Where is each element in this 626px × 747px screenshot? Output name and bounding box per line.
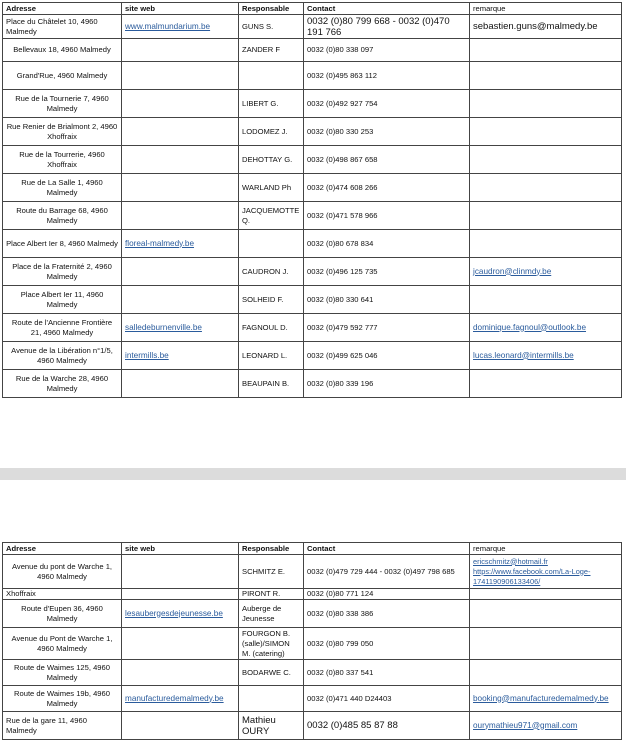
- cell-adresse: Rue Renier de Brialmont 2, 4960 Xhoffraix: [3, 118, 122, 146]
- cell-adresse: Rue de la gare 11, 4960 Malmedy: [3, 712, 122, 740]
- cell-responsable: LEONARD L.: [239, 342, 304, 370]
- cell-remarque: [470, 370, 622, 398]
- cell-contact: 0032 (0)80 799 668 - 0032 (0)470 191 766: [304, 15, 470, 39]
- header-site-web: site web: [122, 543, 239, 555]
- cell-remarque: [470, 286, 622, 314]
- cell-responsable: Mathieu OURY: [239, 712, 304, 740]
- cell-adresse: Avenue du pont de Warche 1, 4960 Malmedy: [3, 555, 122, 589]
- email-link[interactable]: ericschmitz@hotmail.fr https://www.facebook.com/La-Loge-1741190906133406/: [473, 556, 591, 586]
- table-row: [3, 230, 622, 258]
- cell-adresse: Place du Châtelet 10, 4960 Malmedy: [3, 15, 122, 39]
- cell-remarque[interactable]: [470, 342, 622, 370]
- cell-adresse: Route de Waimes 19b, 4960 Malmedy: [3, 686, 122, 712]
- cell-remarque: [470, 589, 622, 600]
- header-responsable: Responsable: [239, 3, 304, 15]
- table-row: [3, 202, 622, 230]
- table-row: [3, 258, 622, 286]
- cell-remarque[interactable]: [470, 314, 622, 342]
- cell-remarque: [470, 202, 622, 230]
- table-row: [3, 589, 622, 600]
- cell-remarque: [470, 39, 622, 62]
- page-separator: [0, 468, 626, 480]
- cell-adresse: Rue de la Warche 28, 4960 Malmedy: [3, 370, 122, 398]
- cell-adresse: Bellevaux 18, 4960 Malmedy: [3, 39, 122, 62]
- cell-contact: 0032 (0)80 339 196: [304, 370, 470, 398]
- table-row: [3, 628, 622, 660]
- cell-contact: 0032 (0)80 678 834: [304, 230, 470, 258]
- cell-site-web: [122, 712, 239, 740]
- cell-responsable: DEHOTTAY G.: [239, 146, 304, 174]
- header-remarque: remarque: [470, 3, 622, 15]
- cell-site-web: [122, 660, 239, 686]
- cell-contact: 0032 (0)471 578 966: [304, 202, 470, 230]
- cell-site-web: [122, 370, 239, 398]
- cell-remarque[interactable]: [470, 555, 622, 589]
- cell-responsable: [239, 230, 304, 258]
- cell-responsable: [239, 62, 304, 90]
- cell-responsable: [239, 686, 304, 712]
- table-row: [3, 686, 622, 712]
- cell-remarque[interactable]: [470, 686, 622, 712]
- site-web-link[interactable]: intermills.be: [125, 350, 169, 360]
- cell-adresse: Route de Waimes 125, 4960 Malmedy: [3, 660, 122, 686]
- table-row: [3, 600, 622, 628]
- site-web-link[interactable]: salledeburnenville.be: [125, 322, 202, 332]
- cell-responsable: LODOMEZ J.: [239, 118, 304, 146]
- table-row: [3, 118, 622, 146]
- cell-site-web: [122, 174, 239, 202]
- cell-remarque[interactable]: [470, 712, 622, 740]
- site-web-link[interactable]: floreal-malmedy.be: [125, 238, 195, 248]
- header-adresse: Adresse: [3, 543, 122, 555]
- cell-contact: 0032 (0)496 125 735: [304, 258, 470, 286]
- cell-adresse: Route de l'Ancienne Frontière 21, 4960 Malmedy: [3, 314, 122, 342]
- cell-responsable: CAUDRON J.: [239, 258, 304, 286]
- cell-site-web: [122, 118, 239, 146]
- cell-site-web: [122, 628, 239, 660]
- cell-site-web: [122, 555, 239, 589]
- cell-site-web: [122, 202, 239, 230]
- cell-adresse: Route du Barrage 68, 4960 Malmedy: [3, 202, 122, 230]
- cell-adresse: Place Albert Ier 8, 4960 Malmedy: [3, 230, 122, 258]
- cell-responsable: FAGNOUL D.: [239, 314, 304, 342]
- cell-contact: 0032 (0)499 625 046: [304, 342, 470, 370]
- cell-adresse: Avenue du Pont de Warche 1, 4960 Malmedy: [3, 628, 122, 660]
- table-row: [3, 286, 622, 314]
- cell-site-web: [122, 258, 239, 286]
- table-row: [3, 712, 622, 740]
- cell-responsable: SCHMITZ E.: [239, 555, 304, 589]
- cell-responsable: WARLAND Ph: [239, 174, 304, 202]
- table-row: [3, 15, 622, 39]
- email-link[interactable]: dominique.fagnoul@outlook.be: [473, 322, 587, 332]
- table-row: [3, 555, 622, 589]
- email-link[interactable]: jcaudron@clinmdy.be: [473, 266, 552, 276]
- cell-remarque: [470, 600, 622, 628]
- cell-remarque: [470, 174, 622, 202]
- table-header-row: [3, 3, 622, 15]
- table-row: [3, 90, 622, 118]
- cell-contact: 0032 (0)479 729 444 - 0032 (0)497 798 685: [304, 555, 470, 589]
- cell-site-web[interactable]: [122, 314, 239, 342]
- table-row: [3, 174, 622, 202]
- cell-responsable: LIBERT G.: [239, 90, 304, 118]
- cell-remarque: [470, 660, 622, 686]
- cell-responsable: ZANDER F: [239, 39, 304, 62]
- table-row: [3, 660, 622, 686]
- cell-adresse: Avenue de la Libération n°1/5, 4960 Malmedy: [3, 342, 122, 370]
- cell-adresse: Place Albert Ier 11, 4960 Malmedy: [3, 286, 122, 314]
- table-row: [3, 146, 622, 174]
- cell-contact: 0032 (0)80 338 097: [304, 39, 470, 62]
- table-row: [3, 342, 622, 370]
- cell-remarque[interactable]: [470, 258, 622, 286]
- cell-site-web[interactable]: [122, 686, 239, 712]
- header-contact: Contact: [304, 3, 470, 15]
- cell-remarque: [470, 118, 622, 146]
- cell-contact: 0032 (0)80 338 386: [304, 600, 470, 628]
- cell-adresse: Route d'Eupen 36, 4960 Malmedy: [3, 600, 122, 628]
- cell-contact: 0032 (0)495 863 112: [304, 62, 470, 90]
- site-web-link[interactable]: lesaubergesdejeunesse.be: [125, 608, 223, 618]
- table-header-row: [3, 543, 622, 555]
- cell-responsable: BEAUPAIN B.: [239, 370, 304, 398]
- venue-table-2: [2, 542, 622, 740]
- cell-remarque: [470, 628, 622, 660]
- cell-site-web: [122, 90, 239, 118]
- email-link[interactable]: lucas.leonard@intermills.be: [473, 350, 574, 360]
- cell-site-web[interactable]: [122, 230, 239, 258]
- cell-remarque: sebastien.guns@malmedy.be: [470, 15, 622, 39]
- cell-contact: 0032 (0)471 440 D24403: [304, 686, 470, 712]
- cell-contact: 0032 (0)474 608 266: [304, 174, 470, 202]
- cell-adresse: Rue de La Salle 1, 4960 Malmedy: [3, 174, 122, 202]
- cell-contact: 0032 (0)80 337 541: [304, 660, 470, 686]
- site-web-link[interactable]: manufacturedemalmedy.be: [125, 693, 224, 703]
- cell-site-web: [122, 62, 239, 90]
- cell-adresse: Grand'Rue, 4960 Malmedy: [3, 62, 122, 90]
- cell-responsable: BODARWE C.: [239, 660, 304, 686]
- cell-responsable: SOLHEID F.: [239, 286, 304, 314]
- cell-remarque: [470, 230, 622, 258]
- cell-site-web[interactable]: [122, 600, 239, 628]
- cell-contact: 0032 (0)479 592 777: [304, 314, 470, 342]
- venue-table-1: [2, 2, 622, 398]
- cell-remarque: [470, 146, 622, 174]
- cell-contact: 0032 (0)80 771 124: [304, 589, 470, 600]
- cell-adresse: Xhoffraix: [3, 589, 122, 600]
- cell-remarque: [470, 62, 622, 90]
- cell-contact: 0032 (0)80 330 641: [304, 286, 470, 314]
- cell-responsable: JACQUEMOTTE Q.: [239, 202, 304, 230]
- cell-adresse: Rue de la Tourrerie, 4960 Xhoffraix: [3, 146, 122, 174]
- table-row: [3, 39, 622, 62]
- cell-site-web: [122, 39, 239, 62]
- cell-site-web[interactable]: [122, 342, 239, 370]
- header-responsable: Responsable: [239, 543, 304, 555]
- cell-adresse: Rue de la Tournerie 7, 4960 Malmedy: [3, 90, 122, 118]
- cell-responsable: Auberge de Jeunesse: [239, 600, 304, 628]
- cell-contact: 0032 (0)80 799 050: [304, 628, 470, 660]
- header-site-web: site web: [122, 3, 239, 15]
- cell-adresse: Place de la Fraternité 2, 4960 Malmedy: [3, 258, 122, 286]
- table-row: [3, 314, 622, 342]
- cell-site-web: [122, 286, 239, 314]
- table-row: [3, 370, 622, 398]
- cell-site-web: [122, 146, 239, 174]
- document-page-2: [0, 480, 626, 747]
- cell-contact: 0032 (0)492 927 754: [304, 90, 470, 118]
- table-row: [3, 62, 622, 90]
- cell-responsable: PIRONT R.: [239, 589, 304, 600]
- site-web-link[interactable]: www.malmundarium.be: [125, 21, 211, 31]
- header-remarque: remarque: [470, 543, 622, 555]
- email-link[interactable]: booking@manufacturedemalmedy.be: [473, 693, 609, 703]
- cell-site-web: [122, 589, 239, 600]
- header-contact: Contact: [304, 543, 470, 555]
- cell-responsable: FOURGON B. (salle)/SIMON M. (catering): [239, 628, 304, 660]
- cell-contact: 0032 (0)498 867 658: [304, 146, 470, 174]
- cell-site-web[interactable]: [122, 15, 239, 39]
- cell-contact: 0032 (0)485 85 87 88: [304, 712, 470, 740]
- cell-remarque: [470, 90, 622, 118]
- header-adresse: Adresse: [3, 3, 122, 15]
- cell-responsable: GUNS S.: [239, 15, 304, 39]
- email-link[interactable]: ourymathieu971@gmail.com: [473, 720, 578, 730]
- cell-contact: 0032 (0)80 330 253: [304, 118, 470, 146]
